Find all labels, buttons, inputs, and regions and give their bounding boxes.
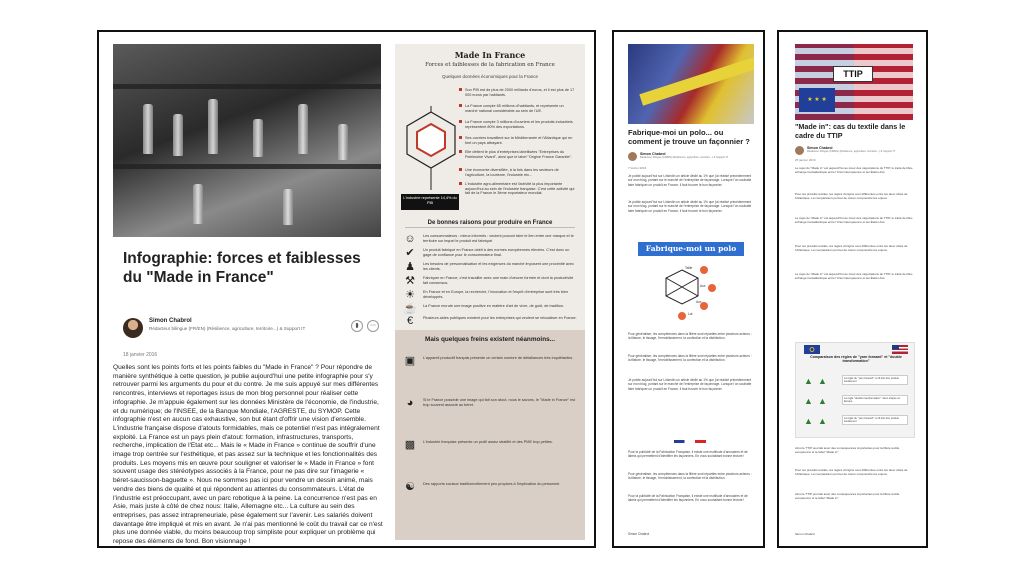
article-paragraph: Je publie aujourd'hui sur LinkedIn un article dédié au 1% que j'ai réalisé précédemment sur mon blog, portant sur le marché de l'entreprise de façonnage. Lorsque l'on souhaite faire fabriquer un produit en France, il faut trouver le bon façonnier. <box>628 200 752 213</box>
reason-item: La France recrute une image positive en matière d'art de vivre, de goût, de tradition. <box>423 304 565 308</box>
beret-icon: ◕ <box>406 397 414 409</box>
article-body: Quelles sont les points forts et les points faibles du "Made in France" ? Pour répondre de manière synthétique à cette question, je publie aujourd'hui une petite infographie pour s'y retrouver parmi les arguments du pour et du contre. Je me suis appuyé sur mes différentes rencontres, interviews et reportages issus de mon blog personnel pour réaliser cette infographie. Je m'appuie également sur les données Ministère de l'économie, de l'industrie, et du numérique; de l'INSEE, de la Banque Mondiale, l'AGRESTE, du SYMOP. Cette infographie n'est en aucun cas exhaustive, son but étant d'offrir une vision d'ensemble. L'industrie française dispose d'atouts formidables, mais ce potentiel n'est pas intégralement exploité. La France est un pays plein d'atout: formation, infrastructures, transports, recherche, implication de l'Etat etc... Mais le « Made in France » continue de souffrir d'une image trop centrée sur l'esthétique, et pas assez sur la technique et les fonctionnalités des produits. Les moyens mis en œuvre pour souligner et valoriser le « Made in France » font souvent usage des stéréotypes associés à la France, pour ne pas dire sur l'imagerie « béret-saucisson-baguette ». Nous ne sommes pas ici pour vendre un dessin animé, mais vendre des biens de qualité et qui répondent au attentes du consommateurs. L'état de l'industrie est préoccupant, avec un parc robotique à la peine. La concurrence n'est pas en Asie, mais juste à côté de chez nous: Italie, Allemagne etc... La culture au sein des entreprises, pas assez intrapreneuriale, pèse également sur l'avenir. Les salariés doivent davantage être impliqué et mis en avant. Je n'ai pas mentionné le coût du travail car ce n'est plus une donnée viable, du moins beaucoup trop simpliste pour expliquer un problème qui repose des éléments de fond. Bon visionnage ! <box>113 364 383 546</box>
infographic-subtitle: Forces et faiblesses de la fabrication en France <box>425 62 555 68</box>
ttip-badge: TTIP <box>833 66 873 82</box>
check-icon: ✔ <box>405 247 415 259</box>
author-name[interactable]: Simon Chabrol <box>640 152 666 156</box>
article-paragraph: Je publie aujourd'hui sur LinkedIn un article dédié au 1% que j'ai réalisé précédemment sur mon blog, portant sur le marché de l'entreprise de façonnage. Lorsque l'on souhaite faire fabriquer un produit en France, il faut trouver le bon façonnier. <box>628 174 752 187</box>
flag-divider <box>674 440 706 443</box>
handshake-icon: ☯ <box>405 481 415 493</box>
money-icon: € <box>406 315 414 327</box>
consumer-icon: ☺ <box>404 233 416 245</box>
author-role: Rédacteur bilingue (FR/EN) (Résilience, agriculture, territoire...) & Support IT <box>149 326 306 331</box>
rules-title: Comparaison des règles de "yarn forward" et "double transformation" <box>810 355 902 364</box>
publish-date: 7 février 2016 <box>628 166 647 170</box>
author-role: Rédacteur bilingue (FR/EN) (Résilience, agriculture, territoire...) & Support IT <box>640 156 729 159</box>
bottle-shape <box>193 184 203 224</box>
signature: Simon Chabrol <box>795 532 815 536</box>
article-title[interactable]: Fabrique-moi un polo... ou comment je trouve un façonnier ? <box>628 128 750 147</box>
diagram-label: Lot <box>688 312 693 316</box>
brake-item: Si le France possède une image qui fait son atout, nous le savons, le "Made in France" est trop souvent associé au béret. <box>423 398 576 407</box>
tool-icon: ⚒ <box>405 275 415 287</box>
fact-item: Elle détient le plus d'entreprises labellisées "Entreprises du Patrimoine Vivant", ainsi que le label "Origine France Garantie". <box>465 150 577 159</box>
tape-shape <box>639 54 754 106</box>
avatar[interactable] <box>628 152 637 161</box>
rule-row: La règle du "yarn forward": le fil doit être produit localement <box>842 415 908 425</box>
article-paragraph: Ainsi le TTIP pourrait avoir des conséquences importantes pour la filière textile européenne et le label "Made in". <box>795 446 900 455</box>
article-title[interactable]: "Made in": cas du textile dans le cadre du TTIP <box>795 122 906 140</box>
infographic <box>395 44 585 540</box>
bottle-shape <box>283 189 293 225</box>
article-infographie-panel <box>97 30 596 548</box>
article-polo-panel <box>612 30 765 548</box>
publish-date: 18 janvier 2016 <box>123 352 158 358</box>
article-paragraph: Pour les produits textiles, les règles d'origine sont différentes entre les deux côtés de l'Atlantique. La comparaison permet de mieux comprendre les enjeux. <box>795 468 908 477</box>
bottle-shape <box>208 99 218 154</box>
article-paragraph: Le sujet du "Made in" est aujourd'hui au cœur des négociations du TTIP, le traité de libre-échange transatlantique entre l'Union Européenne et les États-Unis. <box>795 272 914 281</box>
brakes-section <box>395 330 585 540</box>
rule-row: La règle du "yarn forward": le fil doit être produit localement <box>842 375 908 385</box>
article-paragraph: Pour les produits textiles, les règles d'origine sont différentes entre les deux côtés de l'Atlantique. La comparaison permet de mieux comprendre les enjeux. <box>795 192 908 201</box>
eu-flag-icon <box>804 345 820 354</box>
article-paragraph: Le sujet du "Made in" est aujourd'hui au cœur des négociations du TTIP, le traité de libre-échange transatlantique entre l'Union Européenne et les États-Unis. <box>795 166 914 175</box>
article-paragraph: Je publie aujourd'hui sur LinkedIn un article dédié au 1% que j'ai réalisé précédemment sur mon blog, portant sur le marché de l'entreprise de façonnage. Lorsque l'on souhaite faire fabriquer un produit en France, il faut trouver le bon façonnier. <box>628 378 752 391</box>
reason-item: En France et en Europe, la recherche, l'innovation et l'esprit d'entreprise sont très bien développés. <box>423 290 569 299</box>
diagram-label: Aux <box>696 300 702 304</box>
reason-item: Les consommateurs : mieux informés : veulent pouvoir faire le lien entre une marque et le territoire sur lequel le produit est fabriqué. <box>423 234 574 243</box>
article-paragraph: Pour les produits textiles, les règles d'origine sont différentes entre les deux côtés de l'Atlantique. La comparaison permet de mieux comprendre les enjeux. <box>795 244 908 253</box>
shirt-icon: ▲ <box>818 376 827 386</box>
eu-flag-icon: ★ ★ ★ <box>799 88 835 112</box>
conveyor-rail <box>113 84 381 89</box>
polo-diagram <box>652 262 732 324</box>
factory-icon: ▣ <box>404 355 416 367</box>
bottle-shape <box>298 104 308 154</box>
bottle-shape <box>173 114 183 156</box>
bottle-shape <box>338 124 348 160</box>
signature: Simon Chabrol <box>628 532 650 536</box>
shirt-icon: ▲ <box>804 376 813 386</box>
author-name[interactable]: Simon Chabrol <box>807 146 833 150</box>
fact-item: Ses ouvriers travaillent sur la Méditerranée et l'Atlantique qui en font un pays attrayant. <box>465 136 577 145</box>
us-flag-icon <box>892 345 908 354</box>
more-options-icon[interactable]: ⋯ <box>367 320 379 332</box>
fact-item: La France compte 3 millions d'ouvriers et les produits industriels représentent 80% des exportations. <box>465 120 577 129</box>
reason-item: Un produit fabriqué en France obéit à des normes européennes élevées. C'est donc un gage de confiance pour le consommateur final. <box>423 248 570 257</box>
article-paragraph: Le sujet du "Made in" est aujourd'hui au cœur des négociations du TTIP, le traité de libre-échange transatlantique entre l'Union Européenne et les États-Unis. <box>795 216 914 225</box>
people-icon: ♟ <box>405 261 415 273</box>
wine-icon: ☕ <box>403 303 417 315</box>
avatar[interactable] <box>795 146 804 155</box>
brake-item: Des rapports sociaux traditionnellement peu propices à l'implication du personnel. <box>423 482 561 486</box>
diagram-label: Taille <box>685 266 693 270</box>
reason-item: Fabriquer en France, c'est travailler avec une main d'œuvre formée et dont la productivité fait consensus. <box>423 276 574 285</box>
shirt-icon: ▲ <box>818 416 827 426</box>
polo-banner: Fabrique-moi un polo <box>638 242 744 256</box>
shirt-icon: ▲ <box>804 396 813 406</box>
diagram-label: Aux <box>700 284 706 288</box>
reason-item: Plusieurs aides publiques existent pour les entreprises qui veulent se relocaliser en France. <box>423 316 577 320</box>
article-paragraph: Pour généraliser, les compétences dans la filière sont réparties entre plusieurs acteurs : la filature, le tissage, l'ennoblissement, la confection et la distribution. <box>628 332 752 341</box>
fact-item: L'industrie agro-alimentaire est l'activité la plus importante aujourd'hui au sein de l'industrie française. C'est cette activité qui fait de la France le 3ème exportateur mondial. <box>465 182 577 196</box>
rule-row: La règle "double transformation": deux étapes en Europe <box>842 395 908 405</box>
article-paragraph: Pour la publicité de la Fabrication Française, il existe une multitude d'annuaires et de labels qui permettent d'identifier les façonniers. En vous souhaitant bonne lecture ! <box>628 450 748 459</box>
article-paragraph: Pour la publicité de la Fabrication Française, il existe une multitude d'annuaires et de labels qui permettent d'identifier les façonniers. En vous souhaitant bonne lecture ! <box>628 494 748 503</box>
author-block <box>795 146 917 158</box>
bottle-shape <box>143 104 153 154</box>
article-paragraph: Ainsi le TTIP pourrait avoir des conséquences importantes pour la filière textile européenne et le label "Made in". <box>795 492 900 501</box>
avatar[interactable] <box>123 318 143 338</box>
chart-icon: ▩ <box>404 439 416 451</box>
lightbulb-icon: ☀ <box>405 289 415 301</box>
hero-image-factory <box>113 44 381 237</box>
rules-comparison-graphic <box>795 342 915 438</box>
section-brakes: Mais quelques freins existent néanmoins... <box>425 336 555 343</box>
fact-item: Une économie diversifiée, à la fois dans les secteurs de l'agriculture, la tourisme, l'industrie etc... <box>465 168 577 177</box>
shirt-icon: ▲ <box>804 416 813 426</box>
author-role: Rédacteur bilingue (FR/EN) (Résilience, agriculture, territoire...) & Support IT <box>807 150 896 153</box>
section-good-reasons: De bonnes raisons pour produire en France <box>405 220 575 228</box>
fact-item: Son PIB est de plus de 2000 milliards d'euros, et il est plus de 17 000 euros par habitants. <box>465 88 577 97</box>
hero-image-flags <box>795 44 913 120</box>
fact-item: La France compte 65 millions d'habitants, et représente un marché national considérable au sein de l'UE. <box>465 104 577 113</box>
brake-item: L'appareil productif français présente un certain nombre de défaillances très inquiétantes. <box>423 356 574 360</box>
industry-share-label: L'industrie représente 14,4% du PIB <box>401 194 459 210</box>
section-economic-data: Quelques données économiques pour la France <box>441 74 539 79</box>
reason-item: Les besoins de personnalisation et les exigences du marché imposent une proximité avec les clients. <box>423 262 574 271</box>
brake-item: L'industrie française présente un profil assez stratifié et des PME trop petites. <box>423 440 553 444</box>
shirt-icon: ▲ <box>818 396 827 406</box>
article-paragraph: Pour généraliser, les compétences dans la filière sont réparties entre plusieurs acteurs : la filature, le tissage, l'ennoblissement, la confection et la distribution. <box>628 354 752 363</box>
publish-date: 25 janvier 2016 <box>795 158 816 162</box>
author-name[interactable]: Simon Chabrol <box>149 318 192 324</box>
author-block <box>123 318 381 342</box>
bookmark-icon[interactable]: ▮ <box>351 320 363 332</box>
infographic-title: Made In France <box>454 50 526 60</box>
article-title[interactable]: Infographie: forces et faiblesses du "Made in France" <box>123 250 361 286</box>
bottle-shape <box>253 119 263 157</box>
article-ttip-panel <box>777 30 928 548</box>
hero-image-measuring-tape <box>628 44 754 124</box>
conveyor-rail <box>113 164 381 169</box>
article-paragraph: Pour généraliser, les compétences dans la filière sont réparties entre plusieurs acteurs : la filature, le tissage, l'ennoblissement, la confection et la distribution. <box>628 472 752 481</box>
author-block <box>628 152 756 164</box>
hexagon-diagram <box>401 106 461 190</box>
